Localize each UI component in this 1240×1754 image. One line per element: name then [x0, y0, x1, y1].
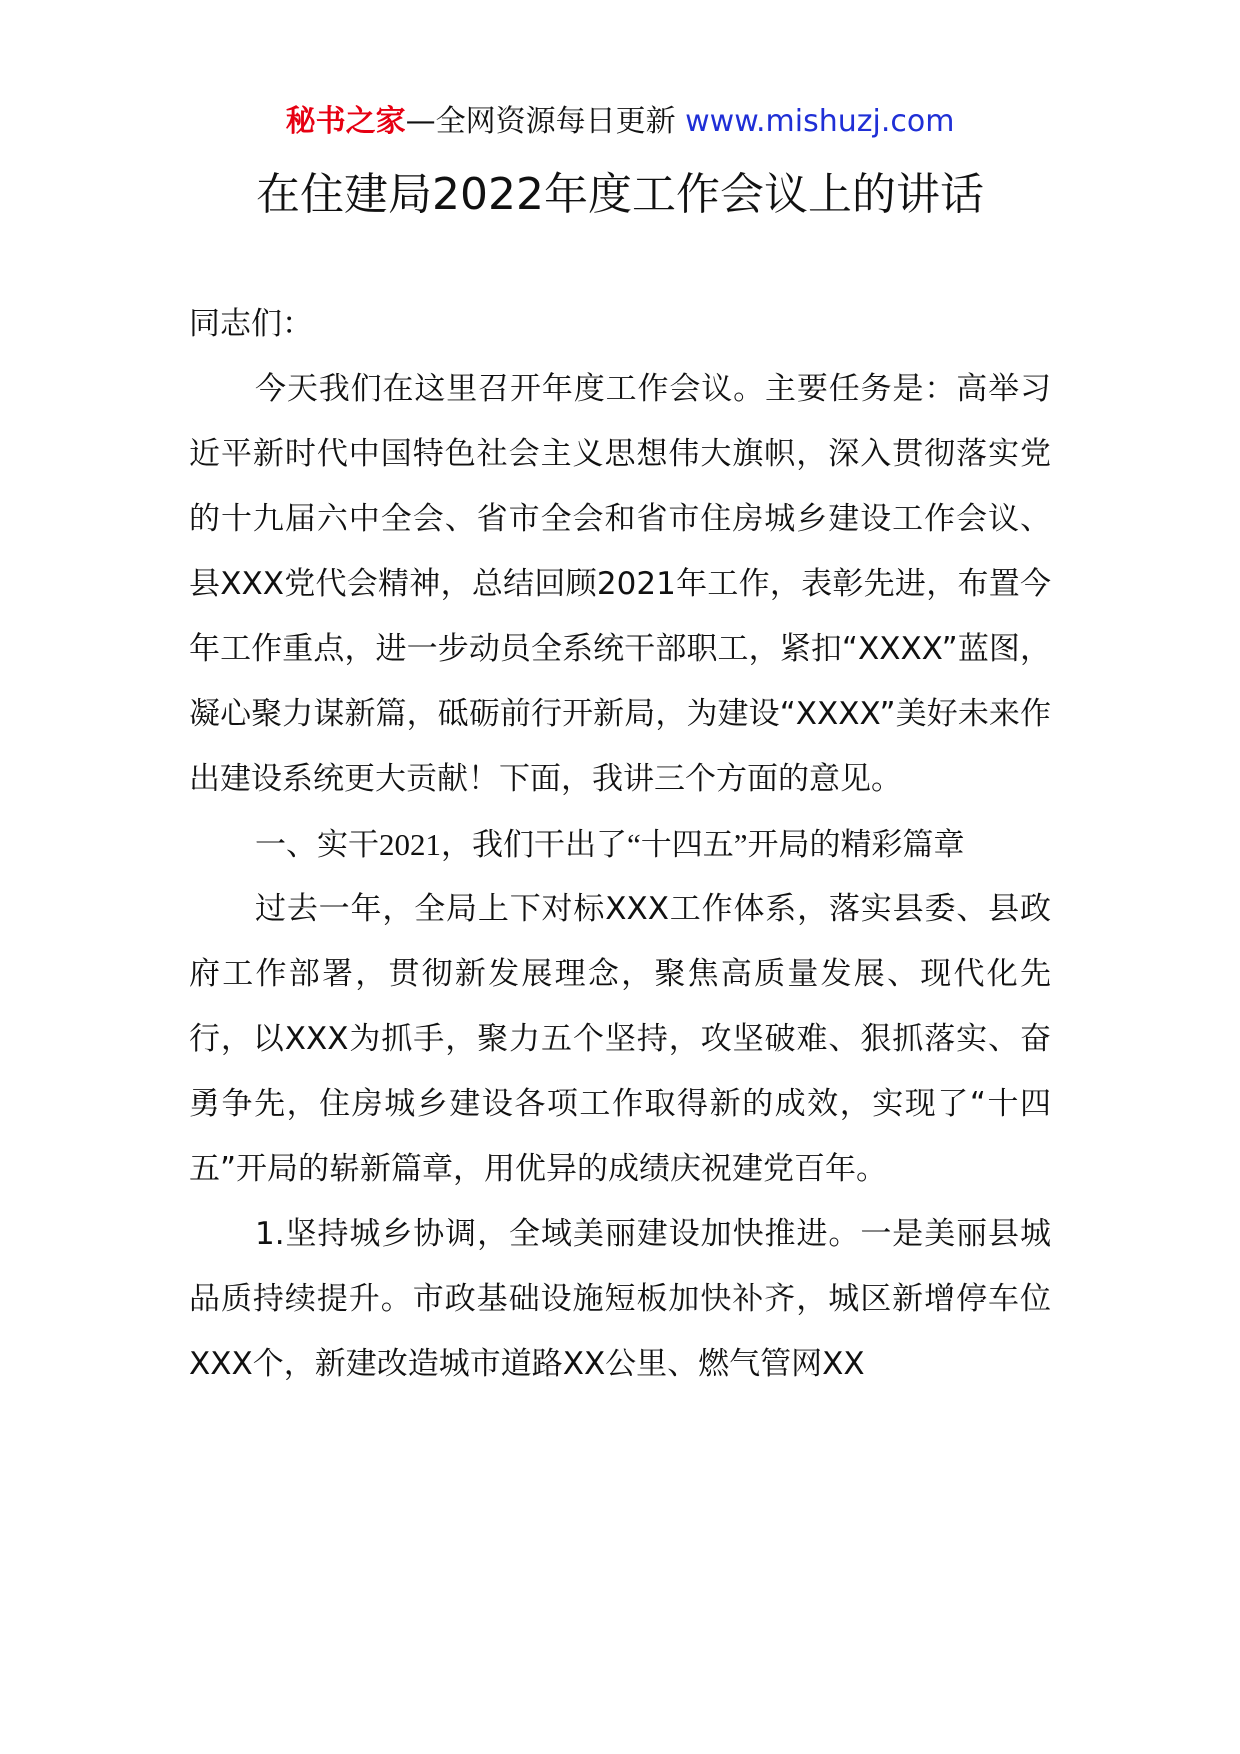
section-heading-1: 一、实干2021，我们干出了“十四五”开局的精彩篇章 — [255, 827, 965, 862]
salutation: 同志们： — [189, 306, 313, 342]
paragraph-intro: 今天我们在这里召开年度工作会议。主要任务是：高举习近平新时代中国特色社会主义思想伟大旗帜，深入贯彻落实党的十九届六中全会、省市全会和省市住房城乡建设工作会议、县XXX党代会精神，总结回顾2021年工作，表彰先进，布置今年工作重点，进一步动员全系统干部职工，紧扣“XXXX”蓝图，凝心聚力谋新篇，砥砺前行开新局，为建设“XXXX”美好未来作出建设系统更大贡献！下面，我讲三个方面的意见。 — [189, 371, 1051, 797]
site-header — [0, 98, 1240, 146]
paragraph-item-1: 1.坚持城乡协调，全域美丽建设加快推进。一是美丽县城品质持续提升。市政基础设施短板加快补齐，城区新增停车位XXX个，新建改造城市道路XX公里、燃气管网XX — [189, 1216, 1051, 1382]
document-body — [189, 292, 1051, 1397]
paragraph-review: 过去一年，全局上下对标XXX工作体系，落实县委、县政府工作部署，贯彻新发展理念，聚焦高质量发展、现代化先行，以XXX为抓手，聚力五个坚持，攻坚破难、狠抓落实、奋勇争先，住房城乡建设各项工作取得新的成效，实现了“十四五”开局的崭新篇章，用优异的成绩庆祝建党百年。 — [189, 891, 1051, 1187]
document-title: 在住建局2022年度工作会议上的讲话 — [256, 169, 984, 220]
site-tagline: —全网资源每日更新 — [405, 104, 686, 139]
site-brand: 秘书之家 — [285, 104, 406, 139]
site-url-link[interactable]: www.mishuzj.com — [685, 104, 955, 139]
